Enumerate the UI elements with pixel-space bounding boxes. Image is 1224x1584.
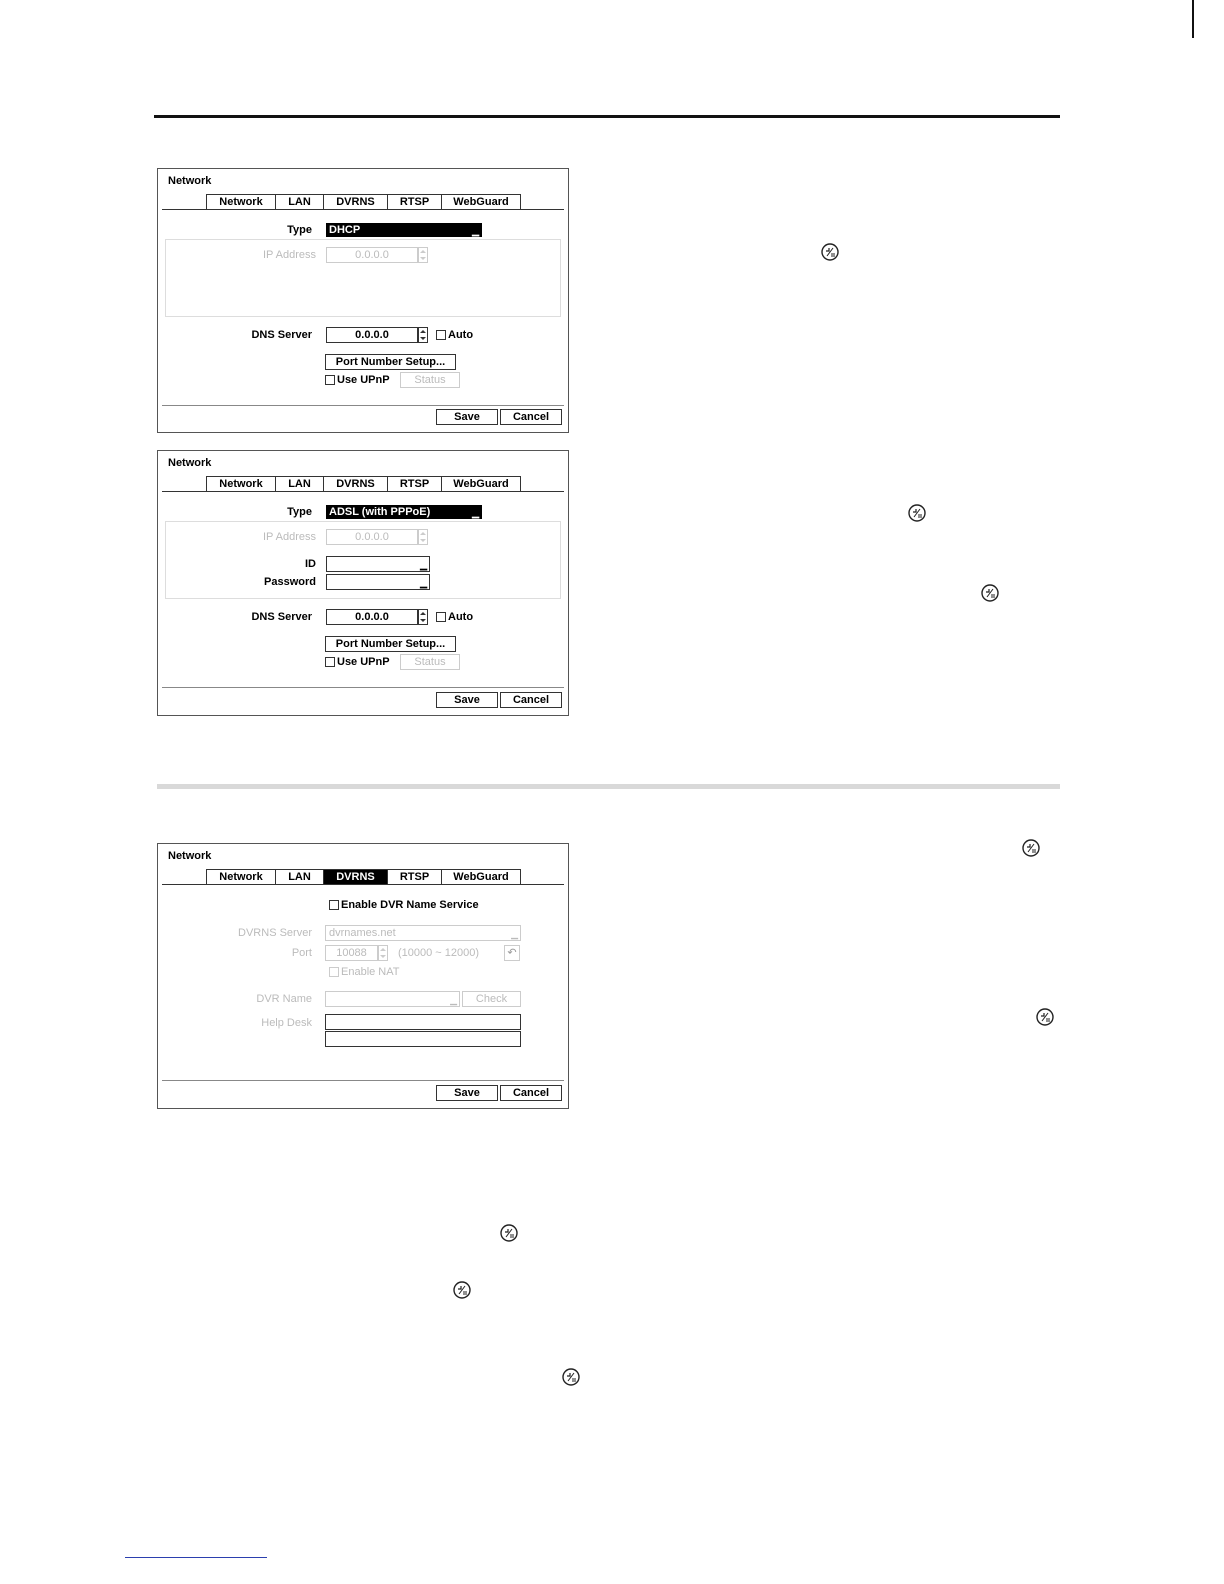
use-upnp-label: Use UPnP [337, 374, 390, 386]
ip-address-spinner [418, 247, 428, 263]
port-number-setup-button[interactable]: Port Number Setup... [325, 354, 456, 370]
type-label: Type [287, 506, 312, 518]
dvr-name-field [325, 991, 460, 1007]
port-label: Port [291, 947, 312, 959]
text-caret-icon: ▁ [450, 995, 457, 1005]
dns-server-label: DNS Server [251, 611, 312, 623]
tab-rtsp[interactable]: RTSP [387, 869, 442, 885]
footer-divider [162, 687, 564, 688]
cancel-button[interactable]: Cancel [500, 1085, 562, 1101]
footer-link-underline [125, 1557, 267, 1558]
tab-lan[interactable]: LAN [275, 869, 324, 885]
dialog-title: Network [168, 850, 212, 862]
id-label: ID [305, 558, 316, 570]
type-label: Type [287, 224, 312, 236]
tab-divider [162, 209, 564, 210]
ip-address-spinner [418, 529, 428, 545]
save-button[interactable]: Save [436, 692, 498, 708]
type-select[interactable] [326, 505, 482, 519]
tab-network[interactable]: Network [206, 869, 276, 885]
tab-bar [206, 476, 520, 492]
cancel-button[interactable]: Cancel [500, 692, 562, 708]
help-desk-field-2 [325, 1031, 521, 1047]
dvr-name-label: DVR Name [256, 993, 312, 1005]
dvrns-server-label: DVRNS Server [238, 927, 312, 939]
tab-lan[interactable]: LAN [275, 476, 324, 492]
check-button: Check [462, 991, 521, 1007]
upnp-status-button: Status [400, 372, 460, 388]
auto-checkbox[interactable] [436, 330, 446, 340]
tab-webguard[interactable]: WebGuard [441, 869, 521, 885]
port-range-label: (10000 ~ 12000) [398, 947, 480, 959]
tab-rtsp[interactable]: RTSP [387, 194, 442, 210]
port-spinner [378, 945, 388, 961]
dns-server-field[interactable]: 0.0.0.0 [326, 327, 418, 343]
enable-nat-checkbox [329, 967, 339, 977]
tab-network[interactable]: Network [206, 476, 276, 492]
port-number-setup-button[interactable]: Port Number Setup... [325, 636, 456, 652]
tab-dvrns[interactable]: DVRNS [323, 476, 388, 492]
page-edge-mark [1192, 0, 1194, 38]
undo-arrow-icon: ↶ [504, 945, 520, 961]
dns-server-spinner[interactable] [418, 327, 428, 343]
ip-address-field: 0.0.0.0 [326, 529, 418, 545]
auto-label: Auto [448, 611, 474, 623]
dropdown-caret-icon: ▁ [472, 226, 479, 236]
type-value: DHCP [329, 224, 361, 236]
tab-bar [206, 194, 520, 210]
dvrns-server-value: dvrnames.net [329, 927, 396, 939]
header-rule [154, 115, 1060, 118]
enable-dvrns-checkbox[interactable] [329, 900, 339, 910]
ip-address-field: 0.0.0.0 [326, 247, 418, 263]
tab-webguard[interactable]: WebGuard [441, 194, 521, 210]
upnp-status-button: Status [400, 654, 460, 670]
type-value: ADSL (with PPPoE) [329, 506, 431, 518]
lan-dhcp-dialog [157, 168, 569, 433]
type-select[interactable] [326, 223, 482, 237]
dns-server-label: DNS Server [251, 329, 312, 341]
enter-button-icon [821, 243, 839, 261]
dialog-title: Network [168, 457, 212, 469]
dropdown-caret-icon: ▁ [472, 508, 479, 518]
section-divider [157, 784, 1060, 789]
enable-dvrns-label: Enable DVR Name Service [341, 899, 479, 911]
dialog-title: Network [168, 175, 212, 187]
dns-server-spinner[interactable] [418, 609, 428, 625]
port-field: 10088 [325, 945, 378, 961]
id-field[interactable] [326, 556, 430, 572]
save-button[interactable]: Save [436, 1085, 498, 1101]
dns-server-field[interactable]: 0.0.0.0 [326, 609, 418, 625]
dvrns-dialog [157, 843, 569, 1109]
auto-checkbox[interactable] [436, 612, 446, 622]
tab-bar [206, 869, 520, 885]
password-label: Password [264, 576, 316, 588]
help-desk-field-1 [325, 1014, 521, 1030]
save-button[interactable]: Save [436, 409, 498, 425]
tab-divider [162, 491, 564, 492]
dvrns-server-field [325, 925, 521, 941]
tab-lan[interactable]: LAN [275, 194, 324, 210]
enter-button-icon [1022, 839, 1040, 857]
tab-divider [162, 884, 564, 885]
enter-button-icon [981, 584, 999, 602]
tab-webguard[interactable]: WebGuard [441, 476, 521, 492]
tab-rtsp[interactable]: RTSP [387, 476, 442, 492]
lan-adsl-dialog [157, 450, 569, 716]
enter-button-icon [908, 504, 926, 522]
footer-divider [162, 405, 564, 406]
ip-address-label: IP Address [263, 531, 316, 543]
footer-divider [162, 1080, 564, 1081]
enter-button-icon [500, 1224, 518, 1242]
enter-button-icon [1036, 1008, 1054, 1026]
text-caret-icon: ▁ [420, 578, 427, 588]
auto-label: Auto [448, 329, 474, 341]
tab-network[interactable]: Network [206, 194, 276, 210]
use-upnp-checkbox[interactable] [325, 375, 335, 385]
enter-button-icon [453, 1281, 471, 1299]
text-caret-icon: ▁ [511, 929, 518, 939]
ip-address-label: IP Address [263, 249, 316, 261]
enter-button-icon [562, 1368, 580, 1386]
text-caret-icon: ▁ [420, 560, 427, 570]
password-field[interactable] [326, 574, 430, 590]
tab-dvrns[interactable]: DVRNS [323, 194, 388, 210]
cancel-button[interactable]: Cancel [500, 409, 562, 425]
use-upnp-checkbox[interactable] [325, 657, 335, 667]
use-upnp-label: Use UPnP [337, 656, 390, 668]
help-desk-label: Help Desk [261, 1017, 312, 1029]
enable-nat-label: Enable NAT [341, 966, 400, 978]
tab-dvrns[interactable]: DVRNS [323, 869, 388, 885]
